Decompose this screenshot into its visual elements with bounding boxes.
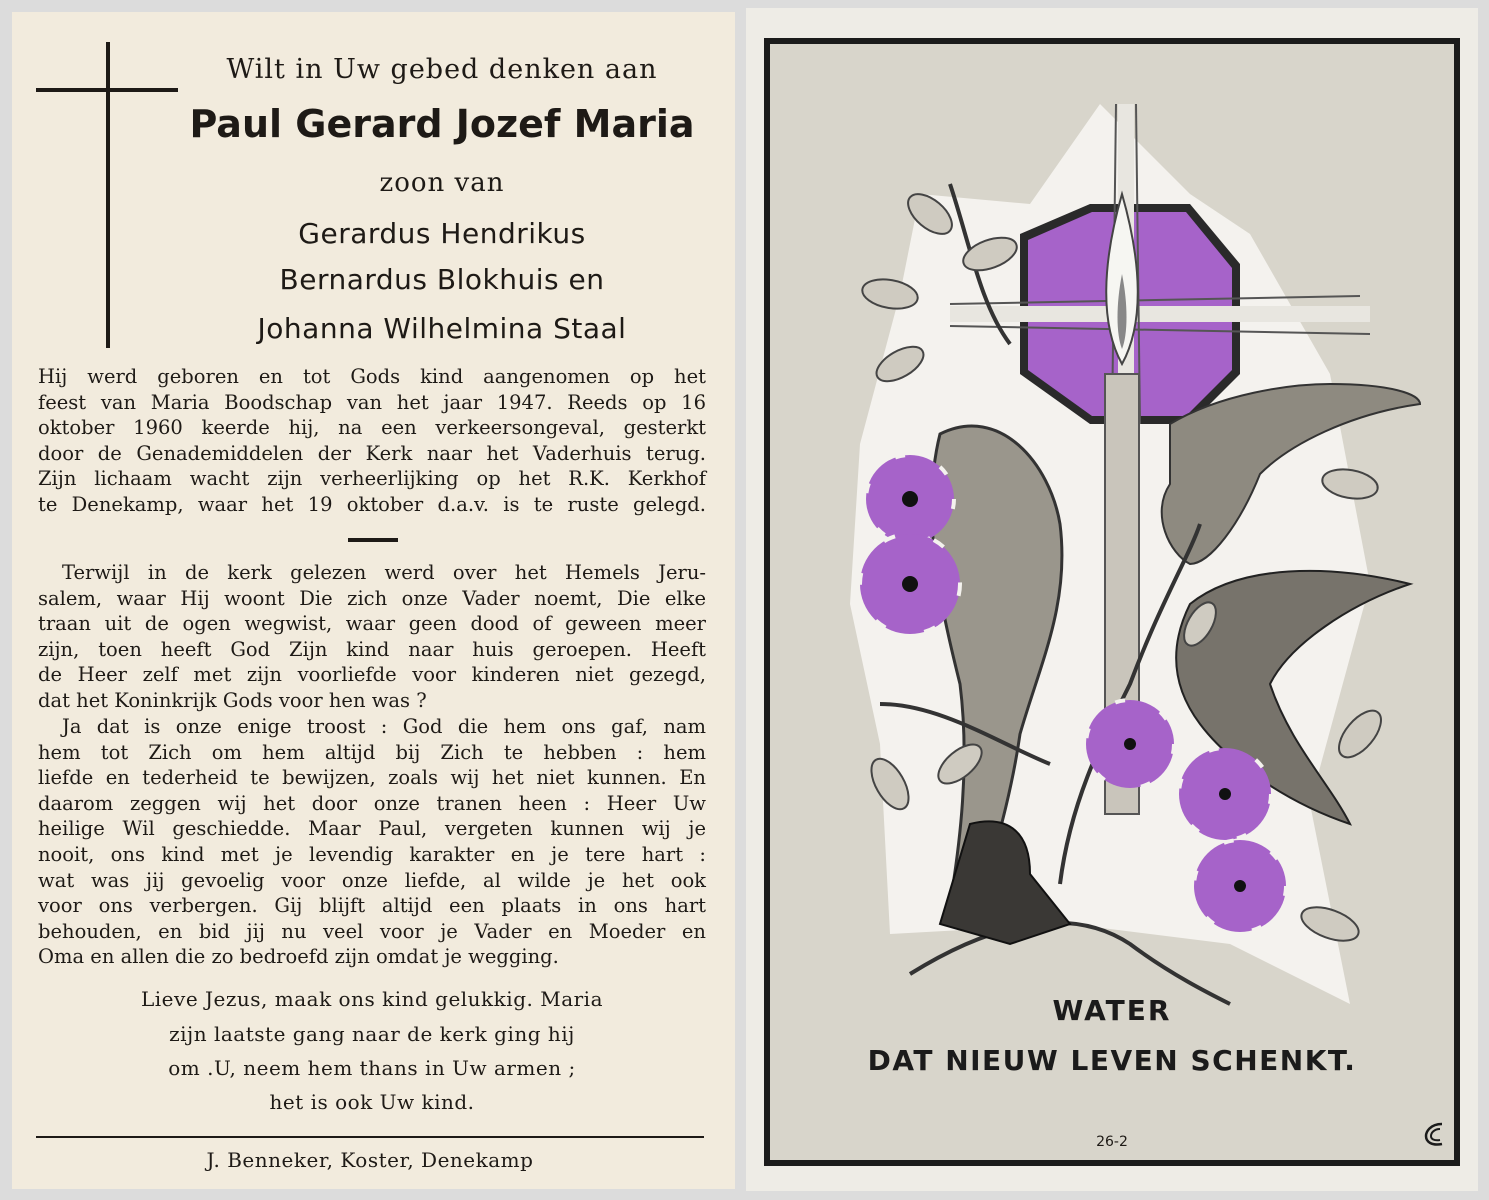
picture-frame xyxy=(764,38,1460,1166)
text-line: feest van Maria Boodschap van het jaar 1947. Reeds op 16 xyxy=(38,390,706,414)
text-line: behouden, en bid jij nu veel voor je Vader en Moeder en xyxy=(38,919,706,943)
biography-paragraph xyxy=(38,364,706,518)
text-line: Terwijl in de kerk gelezen werd over het Hemels Jeru- xyxy=(62,561,706,584)
memorial-card-text-page xyxy=(12,12,735,1189)
religious-illustration xyxy=(770,44,1454,1160)
prayer-line: Lieve Jezus, maak ons kind gelukkig. Maria xyxy=(141,987,603,1011)
text-line: dat het Koninkrijk Gods voor hen was ? xyxy=(38,688,427,712)
parent-line: Bernardus Blokhuis en xyxy=(279,263,605,296)
text-line: hem tot Zich om hem altijd bij Zich te hebben : hem xyxy=(38,740,706,764)
text-line: oktober 1960 keerde hij, na een verkeersongeval, gesterkt xyxy=(38,416,706,440)
text-line: Ja dat is onze enige troost : God die hem ons gaf, nam xyxy=(62,715,706,738)
text-line: door de Genademiddelen der Kerk naar het Vaderhuis terug. xyxy=(38,441,706,465)
text-line: voor ons verbergen. Gij blijft altijd een plaats in ons hart xyxy=(38,894,706,918)
son-of-line: zoon van xyxy=(379,168,505,198)
reflection-paragraph xyxy=(38,560,706,714)
text-line: Hij werd geboren en tot Gods kind aangenomen op het xyxy=(38,365,706,388)
text-line: Zijn lichaam wacht zijn verheerlijking op het R.K. Kerkhof xyxy=(38,467,706,491)
intro-line: Wilt in Uw gebed denken aan xyxy=(226,54,658,85)
prayer-line: zijn laatste gang naar de kerk ging hij xyxy=(169,1022,575,1046)
prayer-line: om .U, neem hem thans in Uw armen ; xyxy=(168,1056,576,1080)
parent-line: Gerardus Hendrikus xyxy=(298,217,586,250)
text-line: de Heer zelf met zijn voorliefde voor kinderen niet gezegd, xyxy=(38,663,706,687)
cross-icon-bar xyxy=(36,88,178,92)
text-line: te Denekamp, waar het 19 oktober d.a.v. is te ruste gelegd. xyxy=(38,492,706,516)
print-code: 26-2 xyxy=(1096,1134,1128,1150)
text-line: traan uit de ogen wegwist, waar geen dood of geween meer xyxy=(38,612,706,636)
consolation-paragraph xyxy=(38,714,706,970)
text-line: nooit, ons kind met je levendig karakter en je tere hart : xyxy=(38,842,706,866)
parent-line: Johanna Wilhelmina Staal xyxy=(257,312,627,345)
memorial-card-picture-page xyxy=(746,8,1478,1191)
text-line: salem, waar Hij woont Die zich onze Vader noemt, Die elke xyxy=(38,586,706,610)
text-line: liefde en tederheid te bewijzen, zoals wij het niet kunnen. En xyxy=(38,766,706,790)
publisher-mark-icon xyxy=(1424,1120,1446,1148)
text-line: Oma en allen die zo bedroefd zijn omdat je wegging. xyxy=(38,945,559,969)
caption-line: DAT NIEUW LEVEN SCHENKT. xyxy=(867,1044,1357,1077)
section-divider xyxy=(348,538,398,542)
text-line: daarom zeggen wij het door onze tranen heen : Heer Uw xyxy=(38,791,706,815)
text-line: wat was jij gevoelig voor onze liefde, al wilde je het ook xyxy=(38,868,706,892)
footer-rule xyxy=(36,1136,704,1138)
printer-footer: J. Benneker, Koster, Denekamp xyxy=(206,1148,534,1172)
text-line: zijn, toen heeft God Zijn kind naar huis geroepen. Heeft xyxy=(38,637,706,661)
text-line: heilige Wil geschiedde. Maar Paul, vergeten kunnen wij je xyxy=(38,817,706,841)
caption-line: WATER xyxy=(1052,994,1172,1027)
prayer-line: het is ook Uw kind. xyxy=(269,1090,475,1114)
deceased-name: Paul Gerard Jozef Maria xyxy=(189,102,695,146)
